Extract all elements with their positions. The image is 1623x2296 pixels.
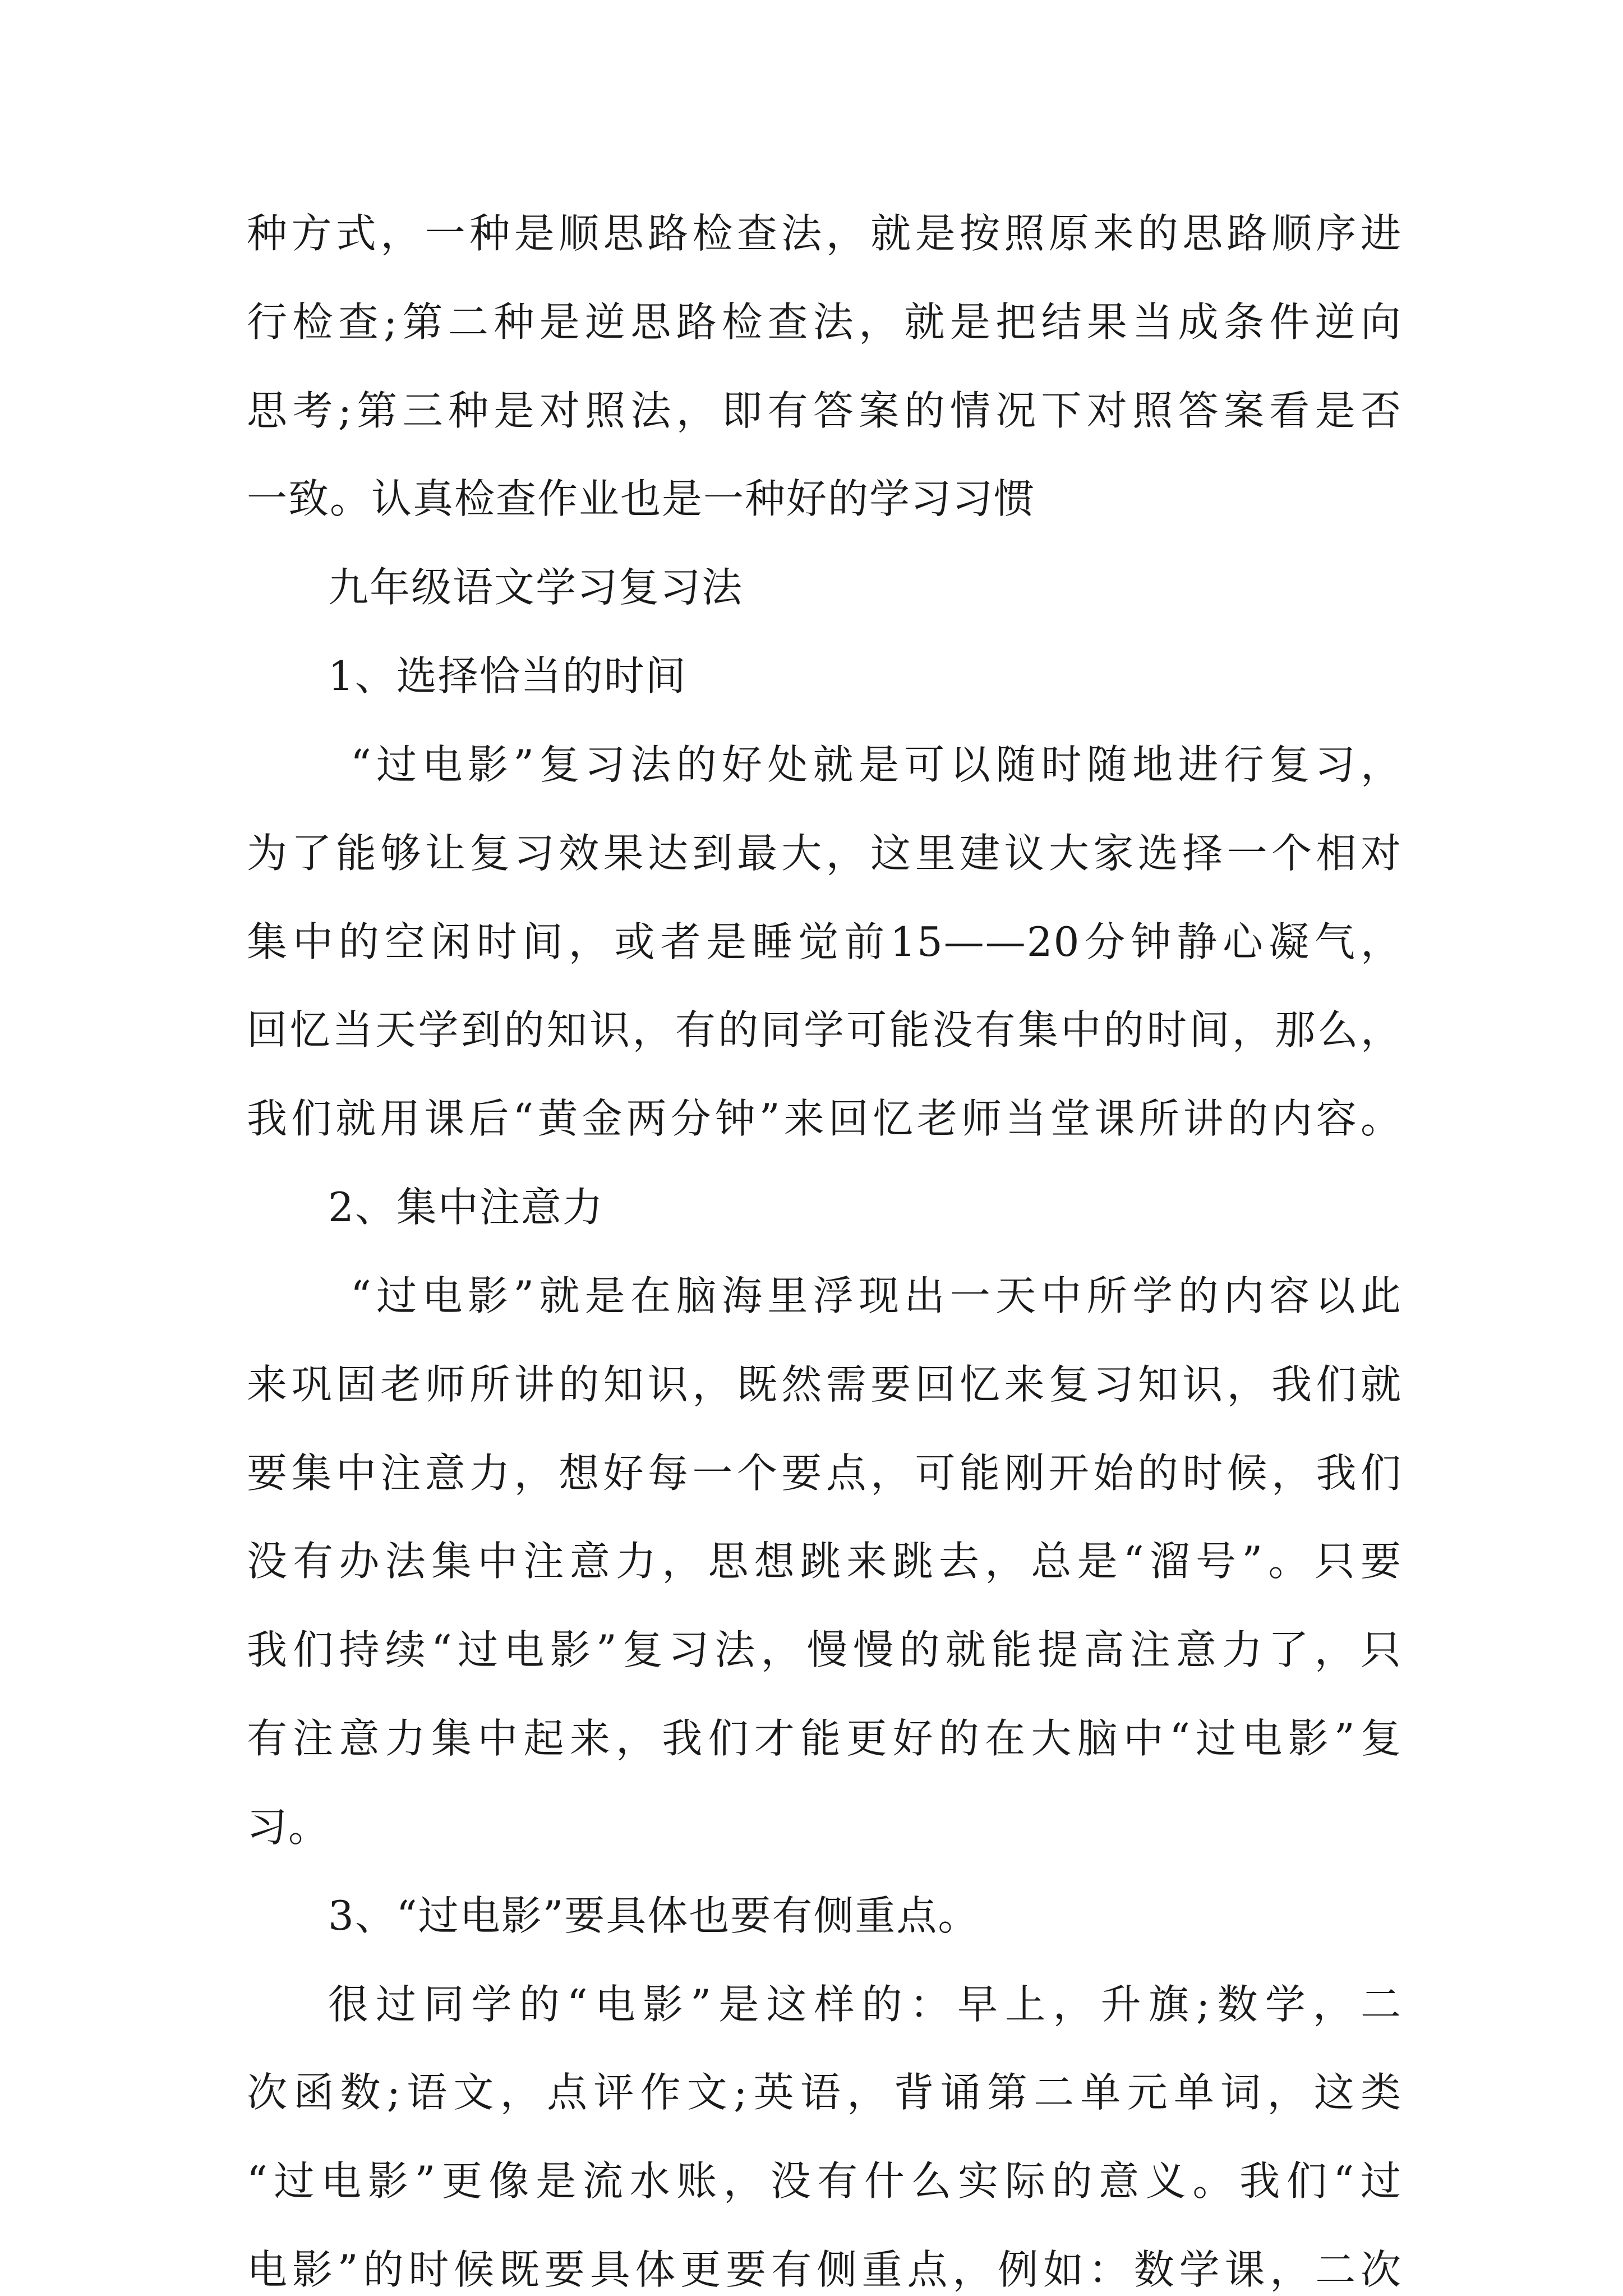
subsection-heading: 2、集中注意力	[328, 1184, 604, 1231]
paragraph-line: 集中的空闲时间，或者是睡觉前15——20分钟静心凝气，	[247, 918, 1402, 965]
section-heading: 九年级语文学习复习法	[328, 564, 744, 611]
paragraph-line: 思考;第三种是对照法，即有答案的情况下对照答案看是否	[247, 387, 1402, 434]
paragraph-line: “过电影”就是在脑海里浮现出一天中所学的内容以此	[351, 1272, 1402, 1319]
paragraph-line: 我们就用课后“黄金两分钟”来回忆老师当堂课所讲的内容。	[247, 1095, 1402, 1142]
paragraph-line: 电影”的时候既要具体更要有侧重点，例如：数学课，二次	[247, 2246, 1402, 2293]
paragraph-line: “过电影”复习法的好处就是可以随时随地进行复习，	[351, 741, 1402, 788]
paragraph-line: 行检查;第二种是逆思路检查法，就是把结果当成条件逆向	[247, 298, 1402, 346]
paragraph-line: 种方式，一种是顺思路检查法，就是按照原来的思路顺序进	[247, 210, 1402, 257]
paragraph-line: 为了能够让复习效果达到最大，这里建议大家选择一个相对	[247, 830, 1402, 877]
subsection-heading: 1、选择恰当的时间	[328, 652, 687, 700]
paragraph-line: “过电影”更像是流水账，没有什么实际的意义。我们“过	[247, 2157, 1402, 2205]
paragraph-line: 习。	[247, 1803, 330, 1851]
paragraph-line: 回忆当天学到的知识，有的同学可能没有集中的时间，那么，	[247, 1006, 1402, 1053]
paragraph-line: 很过同学的“电影”是这样的：早上，升旗;数学，二	[328, 1981, 1402, 2028]
paragraph-line: 我们持续“过电影”复习法，慢慢的就能提高注意力了，只	[247, 1626, 1402, 1673]
paragraph-line: 有注意力集中起来，我们才能更好的在大脑中“过电影”复	[247, 1715, 1402, 1762]
paragraph-line: 要集中注意力，想好每一个要点，可能刚开始的时候，我们	[247, 1450, 1402, 1497]
paragraph-line: 来巩固老师所讲的知识，既然需要回忆来复习知识，我们就	[247, 1361, 1402, 1408]
paragraph-line: 一致。认真检查作业也是一种好的学习习惯	[247, 475, 1036, 522]
paragraph-line: 次函数;语文，点评作文;英语，背诵第二单元单词，这类	[247, 2069, 1402, 2116]
subsection-heading: 3、“过电影”要具体也要有侧重点。	[328, 1892, 980, 1939]
paragraph-line: 没有办法集中注意力，思想跳来跳去，总是“溜号”。只要	[247, 1538, 1402, 1585]
